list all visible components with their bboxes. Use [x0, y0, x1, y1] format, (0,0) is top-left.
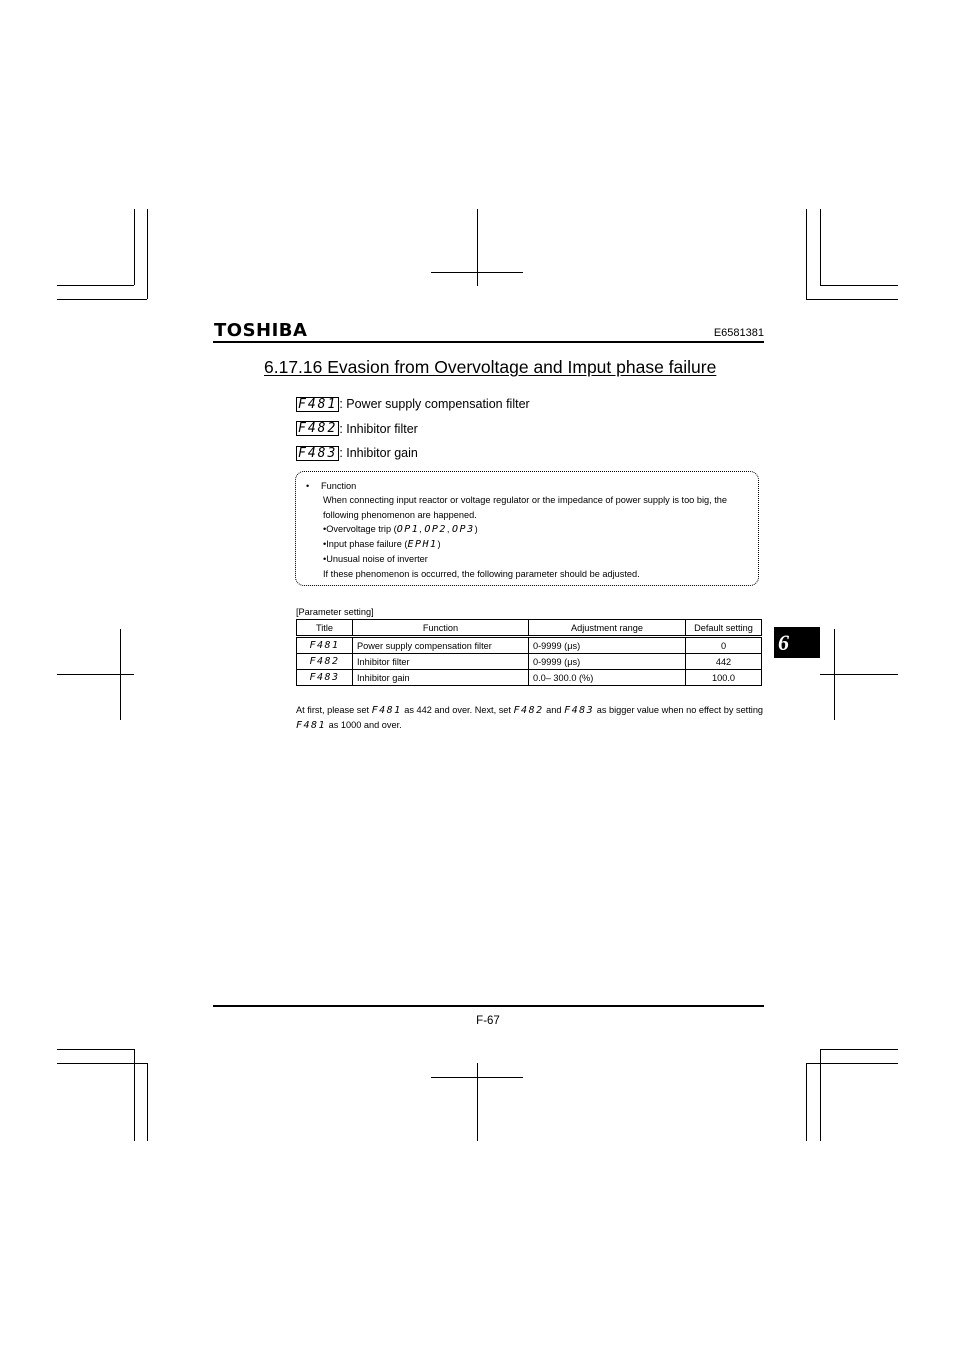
table-row: [297, 654, 762, 670]
function-box: [295, 471, 759, 586]
header-rule: [213, 341, 764, 343]
column-header: Title: [297, 620, 353, 637]
footer-rule: [213, 1005, 764, 1007]
cell-function: Inhibitor gain: [353, 670, 529, 686]
cell-range: 0-9999 (μs): [529, 654, 686, 670]
section-heading: 6.17.16 Evasion from Overvoltage and Imput phase failure: [264, 357, 717, 377]
cell-function: Inhibitor filter: [353, 654, 529, 670]
trip-code: OP2: [424, 523, 447, 535]
phenomenon-item: •Unusual noise of inverter: [323, 554, 428, 565]
function-closing: If these phenomenon is occurred, the following parameter should be adjusted.: [323, 568, 640, 579]
column-header: Function: [353, 620, 529, 637]
column-header: Adjustment range: [529, 620, 686, 637]
table-row: [297, 637, 762, 654]
function-title: Function: [321, 481, 357, 491]
adjustment-note: At first, please set F481 as 442 and over. Next, set F482 and F483 as bigger value when no effect by setting F481 as 1000 and over.: [296, 705, 764, 731]
cell-range: 0.0– 300.0 (%): [529, 670, 686, 686]
parameter-label: : Power supply compensation filter: [339, 397, 530, 412]
cell-default: 0: [686, 637, 762, 654]
note-code: F483: [564, 705, 595, 716]
cell-title: F481: [309, 640, 340, 651]
function-description: When connecting input reactor or voltage regulator or the impedance of power supply is too big, the following phenomenon are happened.: [323, 495, 727, 520]
cell-default: 442: [686, 654, 762, 670]
column-header: Default setting: [686, 620, 762, 637]
page-number: F-67: [476, 1015, 500, 1027]
parameter-code: F483: [298, 445, 338, 461]
note-code: F481: [296, 720, 327, 731]
trip-code: EPH1: [407, 539, 438, 551]
chapter-tab: 6: [774, 627, 820, 658]
table-header-row: [297, 620, 762, 637]
toshiba-logo: TOSHIBA: [214, 320, 308, 341]
table-caption: [Parameter setting]: [296, 607, 374, 617]
cell-default: 100.0: [686, 670, 762, 686]
cell-title: F482: [309, 656, 340, 667]
cell-title: F483: [309, 672, 340, 683]
phenomenon-item: •Overvoltage trip (OP1, OP2, OP3): [323, 523, 478, 535]
parameter-item: [296, 392, 530, 417]
parameter-code: F482: [298, 421, 338, 437]
note-code: F482: [513, 705, 544, 716]
phenomenon-item: •Input phase failure (EPH1): [323, 539, 441, 551]
table-row: [297, 670, 762, 686]
parameter-item: [296, 417, 530, 442]
trip-code: OP3: [452, 523, 475, 535]
function-title-line: [306, 479, 746, 493]
parameter-label: : Inhibitor gain: [339, 446, 418, 461]
cell-range: 0-9999 (μs): [529, 637, 686, 654]
bullet: •: [306, 481, 310, 491]
parameter-code: F481: [298, 396, 338, 412]
parameter-table: [296, 619, 762, 686]
trip-code: OP1: [396, 523, 420, 535]
parameter-item: [296, 441, 530, 466]
cell-function: Power supply compensation filter: [353, 637, 529, 654]
parameter-list: [296, 392, 530, 466]
note-code: F481: [371, 705, 402, 716]
document-number: E6581381: [713, 327, 764, 339]
parameter-label: : Inhibitor filter: [339, 421, 418, 436]
